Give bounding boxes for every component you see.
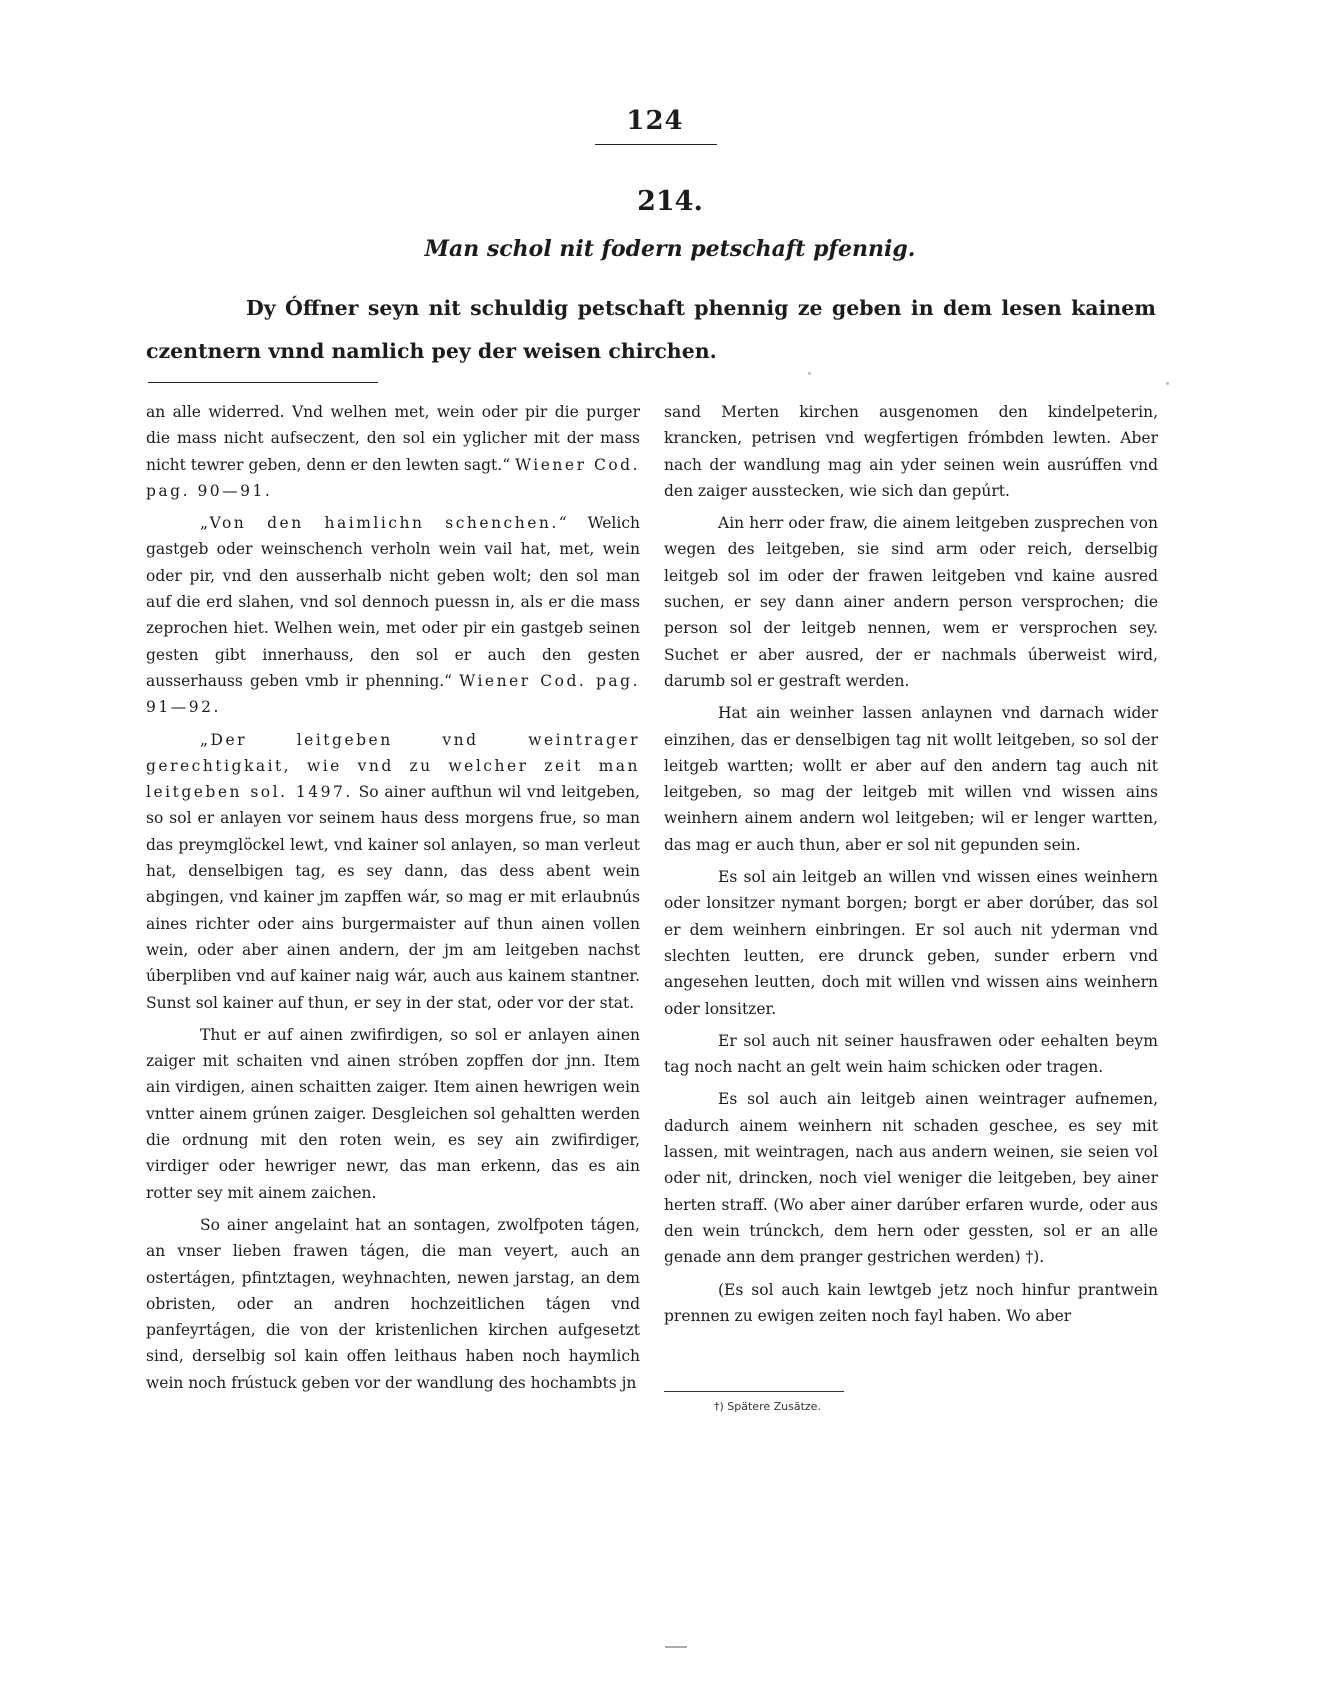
left-paragraph-3 — [146, 727, 640, 1016]
page-number: 124 — [626, 106, 684, 136]
page-number-rule — [595, 144, 717, 145]
left-paragraph-4: Thut er auf ainen zwifirdigen, so sol er anlayen ainen zaiger mit schaiten vnd ainen stróben zopffen dor jnn. Item ain virdigen, ainen schaitten zaiger. Item ainen hewrigen wein vntter ainem grúnen zaiger. Desgleichen sol gehaltten werden die ordnung mit den roten wein, es sey ain zwifirdiger, virdiger oder hewriger newr, das man erkenn, das es ain rotter sey mit ainem zaichen. — [146, 1025, 640, 1202]
left-p1-text: an alle widerred. Vnd welhen met, wein oder pir die purger die mass nicht aufseczent, den sol ein yglicher mit der mass nicht tewrer geben, denn er den lewten sagt.“ — [146, 403, 640, 474]
left-p3-text: So ainer aufthun wil vnd leitgeben, so sol er anlayen vor seinem haus dess morgens frue, so man das preymglöckel lewt, vnd kainer sol anlayen, so man verleut hat, denselbigen tag, es sey dann, das dess abent wein abgingen, vnd kainer jm zapffen wár, so mag er mit erlaubnús aines richter oder ains burgermaister auf thun ainen vollen wein, oder aber ainen andern, der jm am leitgeben nachst úberpliben vnd auf kainer naig wár, auch aus kainem stantner. Sunst sol kainer auf thun, er sey in der stat, oder vor der stat. — [146, 783, 640, 1012]
left-p1-citation: Wiener Cod. pag. 90—91. — [146, 455, 640, 500]
footnote: †) Spätere Zusätze. — [714, 1400, 821, 1413]
left-p2-text: Welich gastgeb oder weinschench verholn wein vail hat, met, wein oder pir, vnd den ausserhalb nicht geben wolt; den sol man auf die erd slahen, vnd sol dennoch puessn in, als er die mass zeprochen hiet. Welhen wein, met oder pir ein gastgeb seinen gesten gibt innerhauss, den sol er auch den gesten ausserhauss geben vmb ir phenning.“ — [146, 514, 640, 690]
right-paragraph-7: (Es sol auch kain lewtgeb jetz noch hinfur prantwein prennen zu ewigen zeiten noch fayl haben. Wo aber — [664, 1280, 1158, 1325]
right-paragraph-4: Es sol ain leitgeb an willen vnd wissen eines weinhern oder lonsitzer nymant borgen; borgt er aber dorúber, das sol er dem weinhern einbringen. Er sol auch nit yderman vnd slechten leutten, ere drunck geben, sunder erbern vnd angesehen leutten, doch mit willen vnd wissen ains weinhern oder lonsitzer. — [664, 868, 1158, 1018]
article-number: 214. — [637, 186, 703, 217]
left-column — [146, 399, 640, 1402]
right-paragraph-3: Hat ain weinher lassen anlaynen vnd darnach wider einzihen, das er denselbigen tag nit wollt leitgeben, so sol der leitgeb wartten; wollt er aber auf den andern tag auch nit leitgeben, so mag der leitgeb mit willen vnd wissen ains weinhern ainem andern wol leitgeben; wil er lenger wartten, das mag er auch thun, aber er sol nit gepunden sein. — [664, 704, 1158, 854]
left-p2-heading: „Von den haimlichn schenchen.“ — [200, 514, 570, 533]
footnote-rule — [664, 1391, 844, 1392]
article-title: Man schol nit fodern petschaft pfennig. — [424, 236, 916, 262]
scan-speck — [1166, 382, 1169, 385]
left-paragraph-5: So ainer angelaint hat an sontagen, zwolfpoten tágen, an vnser lieben frawen tágen, die man veyert, auch an ostertágen, pfintztagen, weyhnachten, newen jarstag, an dem obristen, oder an andren hochzeitlichen tágen vnd panfeyrtágen, die von der kristenlichen kirchen aufgesetzt sind, derselbig sol kain offen leithaus haben noch haymlich wein noch frústuck geben vor der wandlung des hochambts jn — [146, 1215, 640, 1392]
left-p3-heading: „Der leitgeben vnd weintrager gerechtigkait, wie vnd zu welcher zeit man leitgeben sol. 1497. — [146, 730, 640, 802]
right-column — [664, 399, 1158, 1335]
page-bottom-mark — [665, 1646, 687, 1648]
left-paragraph-2 — [146, 510, 640, 720]
heading-rule — [148, 382, 378, 383]
right-paragraph-6: Es sol auch ain leitgeb ainen weintrager aufnemen, dadurch ainem weinhern nit schaden geschee, es sey mit lassen, mit weintragen, nach aus andern weinen, sie seien vol oder nit, drincken, noch viel weniger die leitgeben, bey ainer herten straff. (Wo aber ainer darúber erfaren wurde, oder aus den wein trúnckch, dem hern oder gessten, sol er an alle genade ann dem pranger gestrichen werden) †). — [664, 1090, 1158, 1267]
right-paragraph-1: sand Merten kirchen ausgenomen den kindelpeterin, krancken, petrisen vnd wegfertigen frómbden lewten. Aber nach der wandlung mag ain yder seinen wein ausrúffen vnd den zaiger ausstecken, wie sich dan gepúrt. — [664, 403, 1158, 500]
right-paragraph-2: Ain herr oder fraw, die ainem leitgeben zusprechen von wegen des leitgeben, sie sind arm oder reich, derselbig leitgeb sol im oder der frawen leitgeben vnd kaine ausred suchen, er sey dann ainer andern person versprochen; die person sol der leitgeb nennen, wem er versprochen sey. Suchet er aber ausred, der er nachmals úberweist wird, darumb sol er gestraft werden. — [664, 514, 1158, 690]
left-p2-citation: Wiener Cod. pag. 91—92. — [146, 671, 640, 717]
left-paragraph-1 — [146, 399, 640, 504]
article-heading: Dy Óffner seyn nit schuldig petschaft phennig ze geben in dem lesen kainem czentnern vnnd namlich pey der weisen chirchen. — [146, 296, 1156, 363]
right-paragraph-5: Er sol auch nit seiner hausfrawen oder eehalten beym tag noch nacht an gelt wein haim schicken oder tragen. — [664, 1031, 1158, 1077]
scan-speck — [808, 372, 811, 375]
